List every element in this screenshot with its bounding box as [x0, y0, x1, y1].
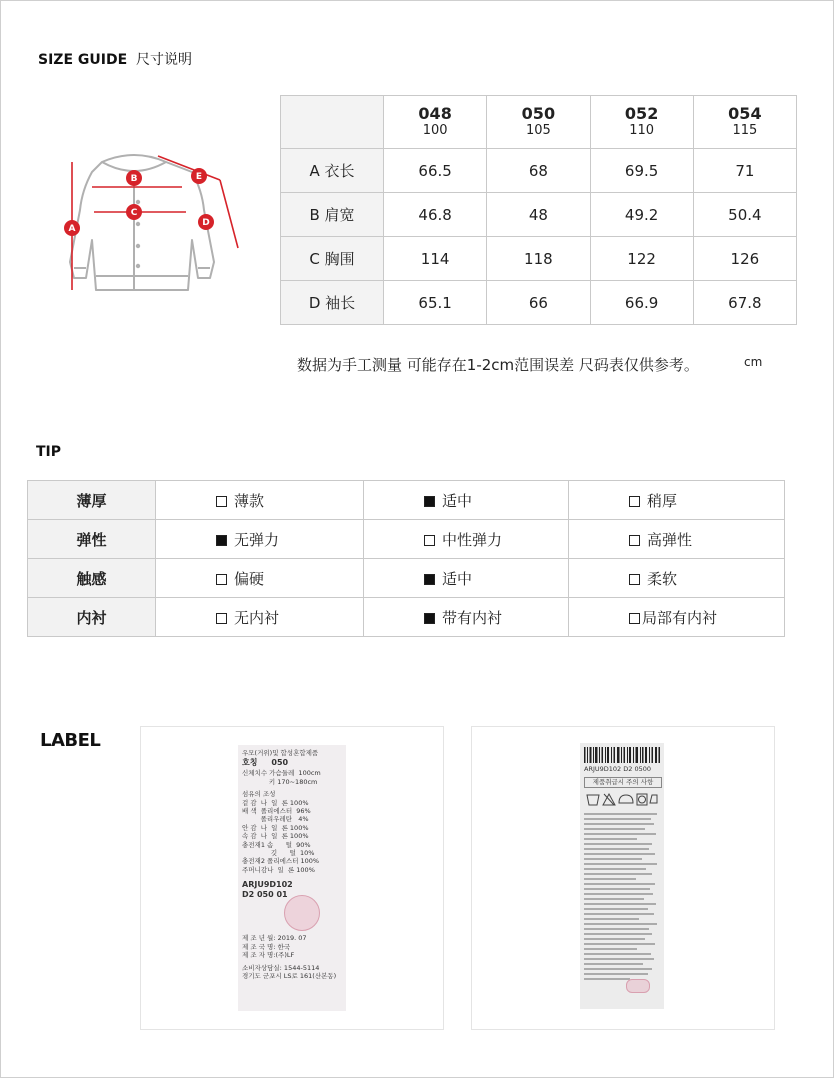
label-photo-care — [471, 726, 775, 1030]
size-header-sub: 110 — [629, 123, 655, 138]
checkbox-icon — [216, 574, 227, 585]
tip-option — [364, 520, 569, 559]
size-row-length — [281, 149, 797, 193]
tag-line: 키 170~180cm — [242, 777, 318, 786]
tip-option — [364, 481, 569, 520]
tip-row-thickness — [28, 481, 785, 520]
inspection-stamp — [284, 895, 320, 931]
checkbox-checked-icon — [216, 535, 227, 546]
size-row-sleeve — [281, 281, 797, 325]
tag-barcode-number: ARJU9D102 D2 0500 — [584, 765, 651, 773]
checkbox-icon — [629, 613, 640, 624]
stamp-mark — [626, 979, 650, 993]
size-value: 49.2 — [590, 193, 693, 237]
checkbox-checked-icon — [424, 496, 435, 507]
barcode-icon — [584, 747, 660, 763]
tip-option-label: 适中 — [442, 569, 473, 588]
tip-option — [156, 481, 364, 520]
tag-line: 우모(거위)및 합성혼합제품 — [242, 749, 319, 757]
tip-option — [569, 481, 785, 520]
checkbox-checked-icon — [424, 613, 435, 624]
size-value: 68 — [487, 149, 590, 193]
size-header-sub: 115 — [732, 123, 758, 138]
size-row-label: C 胸围 — [281, 237, 384, 281]
tip-row-label: 触感 — [28, 559, 156, 598]
marker-a: A — [68, 224, 76, 234]
tag-line: 충전재2 폴리에스터 100% — [242, 857, 320, 866]
tag-product-code: D2 050 01 — [242, 890, 288, 900]
checkbox-icon — [424, 535, 435, 546]
size-row-label: D 袖长 — [281, 281, 384, 325]
tip-option — [364, 598, 569, 637]
tag-care-heading: 제품취급시 주의 사항 — [584, 777, 662, 788]
size-value: 71 — [693, 149, 796, 193]
checkbox-icon — [216, 496, 227, 507]
tip-row-label: 内衬 — [28, 598, 156, 637]
size-value: 66.9 — [590, 281, 693, 325]
tag-footer-line: 경기도 군포시 LS로 161(산본동) — [242, 971, 337, 980]
size-table-header — [281, 96, 797, 149]
size-header-main: 048 — [418, 104, 452, 123]
tip-option-label: 局部有内衬 — [642, 608, 718, 627]
marker-e: E — [195, 172, 203, 182]
tip-option — [569, 520, 785, 559]
tip-option — [569, 598, 785, 637]
size-row-label: B 肩宽 — [281, 193, 384, 237]
size-value: 48 — [487, 193, 590, 237]
label-photo-composition — [140, 726, 444, 1030]
size-header-cell — [384, 96, 487, 149]
size-guide-title-cn: 尺寸说明 — [136, 52, 193, 68]
checkbox-checked-icon — [424, 574, 435, 585]
size-value: 114 — [384, 237, 487, 281]
tip-option-label: 无内衬 — [234, 608, 280, 627]
care-tag-back — [580, 743, 664, 1009]
tip-option-label: 无弹力 — [234, 530, 280, 549]
checkbox-icon — [629, 496, 640, 507]
tag-line: 충전재1 솜 털 90% — [242, 840, 311, 849]
tag-line: 신체치수 가슴둘레 100cm — [242, 769, 321, 778]
tip-option-label: 稍厚 — [647, 491, 678, 510]
size-value: 69.5 — [590, 149, 693, 193]
tag-line: 폴리우레탄 4% — [242, 815, 309, 824]
tag-line: 섬유의 조성 — [242, 790, 276, 799]
size-row-chest — [281, 237, 797, 281]
tip-row-touch — [28, 559, 785, 598]
checkbox-icon — [629, 535, 640, 546]
tag-line: 배 색 폴리에스터 96% — [242, 807, 311, 816]
tip-option-label: 适中 — [442, 491, 473, 510]
tip-table — [27, 480, 785, 637]
tip-option — [364, 559, 569, 598]
care-symbols-icon — [586, 791, 658, 807]
tip-title: TIP — [36, 444, 62, 460]
size-row-shoulder — [281, 193, 797, 237]
size-header-cell — [693, 96, 796, 149]
size-header-cell — [487, 96, 590, 149]
care-tag-front — [238, 745, 346, 1011]
tag-line: 깃 털 10% — [242, 849, 315, 858]
tag-footer-line: 제 조 자 명:(주)LF — [242, 951, 295, 960]
size-table — [280, 95, 797, 325]
size-guide-title-en: SIZE GUIDE — [38, 52, 128, 68]
size-value: 66 — [487, 281, 590, 325]
size-header-main: 054 — [728, 104, 762, 123]
size-header-cell — [590, 96, 693, 149]
marker-b: B — [130, 174, 138, 184]
tip-option-label: 柔软 — [647, 569, 678, 588]
size-value: 50.4 — [693, 193, 796, 237]
tip-option-label: 高弹性 — [647, 530, 693, 549]
unit-label: cm — [744, 355, 763, 369]
tag-line: 안 감 나 일 론 100% — [242, 823, 309, 832]
tag-product-code: ARJU9D102 — [242, 880, 293, 890]
tip-row-elasticity — [28, 520, 785, 559]
size-header-main: 052 — [624, 104, 659, 123]
tip-option — [156, 598, 364, 637]
tag-line: 속 감 나 일 론 100% — [242, 832, 309, 841]
checkbox-icon — [216, 613, 227, 624]
size-header-main: 050 — [521, 104, 556, 123]
size-row-label: A 衣长 — [281, 149, 384, 193]
tip-option — [156, 559, 364, 598]
marker-d: D — [202, 218, 210, 228]
marker-c: C — [130, 208, 138, 218]
tip-option — [569, 559, 785, 598]
label-title: LABEL — [40, 730, 101, 751]
tip-option — [156, 520, 364, 559]
size-guide-title — [38, 49, 192, 69]
tip-row-label: 薄厚 — [28, 481, 156, 520]
size-value: 122 — [590, 237, 693, 281]
tip-row-label: 弹性 — [28, 520, 156, 559]
care-instructions-text — [584, 813, 660, 983]
size-value: 67.8 — [693, 281, 796, 325]
tip-row-lining — [28, 598, 785, 637]
tag-footer-line: 제 조 년 월: 2019. 07 — [242, 934, 307, 943]
tag-footer-line: 제 조 국 명: 한국 — [242, 942, 291, 951]
jacket-measurement-diagram — [42, 150, 242, 300]
tag-line: 주머니감나 일 론 100% — [242, 865, 315, 874]
checkbox-icon — [629, 574, 640, 585]
tip-option-label: 薄款 — [234, 491, 265, 510]
tip-option-label: 中性弹力 — [442, 530, 503, 549]
size-header-sub: 105 — [525, 123, 551, 138]
tag-line: 겉 감 나 일 론 100% — [242, 798, 309, 807]
tip-option-label: 偏硬 — [234, 569, 265, 588]
size-value: 46.8 — [384, 193, 487, 237]
measurement-note: 数据为手工测量 可能存在1-2cm范围误差 尺码表仅供参考。 — [297, 356, 699, 374]
size-value: 118 — [487, 237, 590, 281]
tag-footer-line: 소비자상담실: 1544-5114 — [242, 963, 320, 972]
size-value: 126 — [693, 237, 796, 281]
size-value: 65.1 — [384, 281, 487, 325]
size-value: 66.5 — [384, 149, 487, 193]
size-header-sub: 100 — [422, 123, 448, 138]
tag-line: 호칭 050 — [242, 758, 289, 768]
size-table-corner — [281, 96, 384, 149]
tip-option-label: 带有内衬 — [442, 608, 503, 627]
